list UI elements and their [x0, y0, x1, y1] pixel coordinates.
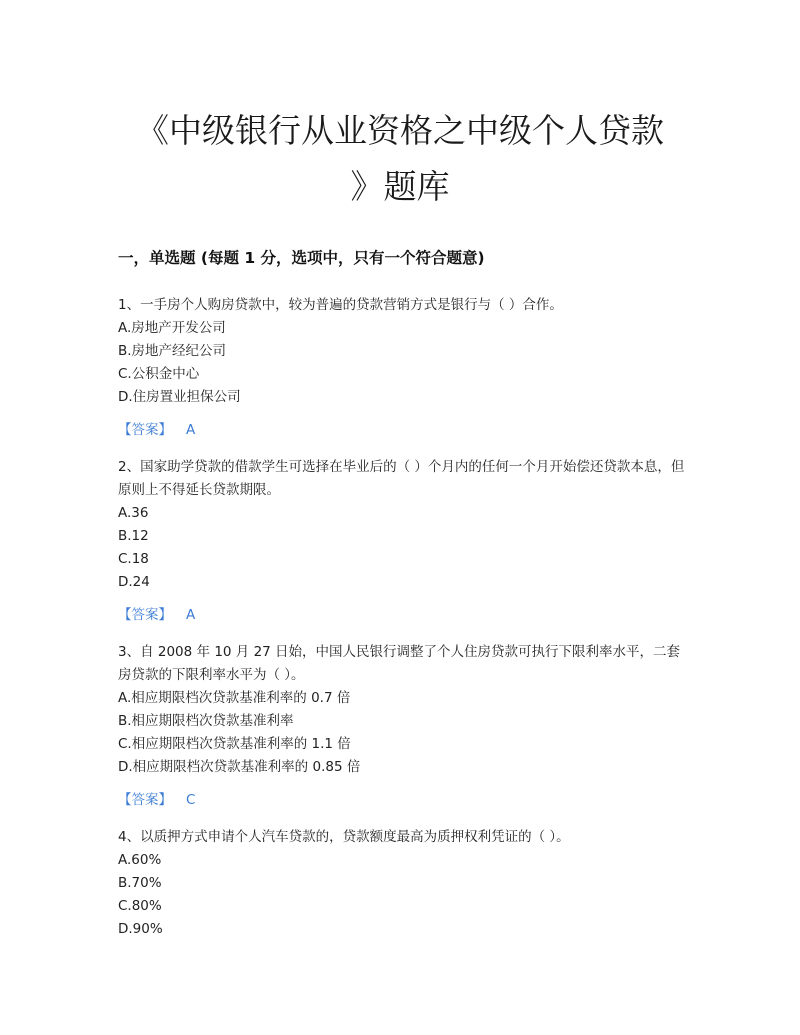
answer-1	[118, 419, 195, 442]
question-stem: 1、一手房个人购房贷款中，较为普遍的贷款营销方式是银行与（ ）合作。	[118, 297, 563, 313]
option-d: D.相应期限档次贷款基准利率的 0.85 倍	[118, 759, 361, 775]
option-d: D.住房置业担保公司	[118, 389, 241, 405]
option-d: D.90%	[118, 921, 163, 937]
option-c: C.公积金中心	[118, 366, 200, 382]
question-1	[118, 294, 686, 409]
question-stem: 2、国家助学贷款的借款学生可选择在毕业后的（ ）个月内的任何一个月开始偿还贷款本息，但原则上不得延长贷款期限。	[118, 459, 685, 498]
answer-value: A	[186, 422, 196, 438]
document-title	[100, 103, 700, 215]
option-a: A.相应期限档次贷款基准利率的 0.7 倍	[118, 690, 351, 706]
question-stem: 4、以质押方式申请个人汽车贷款的，贷款额度最高为质押权利凭证的（ ）。	[118, 829, 570, 845]
answer-label: 【答案】	[118, 422, 172, 438]
option-b: B.相应期限档次贷款基准利率	[118, 713, 294, 729]
answer-value: A	[186, 607, 196, 623]
option-a: A.房地产开发公司	[118, 320, 226, 336]
question-4	[118, 826, 686, 941]
question-2	[118, 456, 686, 594]
answer-2	[118, 604, 195, 627]
question-stem: 3、自 2008 年 10 月 27 日始，中国人民银行调整了个人住房贷款可执行下限利率水平，二套房贷款的下限利率水平为（ ）。	[118, 644, 681, 683]
option-c: C.18	[118, 551, 149, 567]
option-b: B.12	[118, 528, 149, 544]
option-c: C.80%	[118, 898, 162, 914]
answer-label: 【答案】	[118, 607, 172, 623]
answer-label: 【答案】	[118, 792, 172, 808]
option-b: B.房地产经纪公司	[118, 343, 227, 359]
answer-3	[118, 789, 195, 812]
option-a: A.60%	[118, 852, 162, 868]
section-heading: 一，单选题 (每题 1 分，选项中，只有一个符合题意)	[118, 249, 485, 267]
answer-value: C	[186, 792, 196, 808]
option-b: B.70%	[118, 875, 162, 891]
option-d: D.24	[118, 574, 150, 590]
question-3	[118, 641, 686, 779]
title-line-1: 《中级银行从业资格之中级个人贷款	[136, 111, 664, 150]
option-c: C.相应期限档次贷款基准利率的 1.1 倍	[118, 736, 351, 752]
title-line-2: 》题库	[350, 167, 450, 206]
option-a: A.36	[118, 505, 149, 521]
